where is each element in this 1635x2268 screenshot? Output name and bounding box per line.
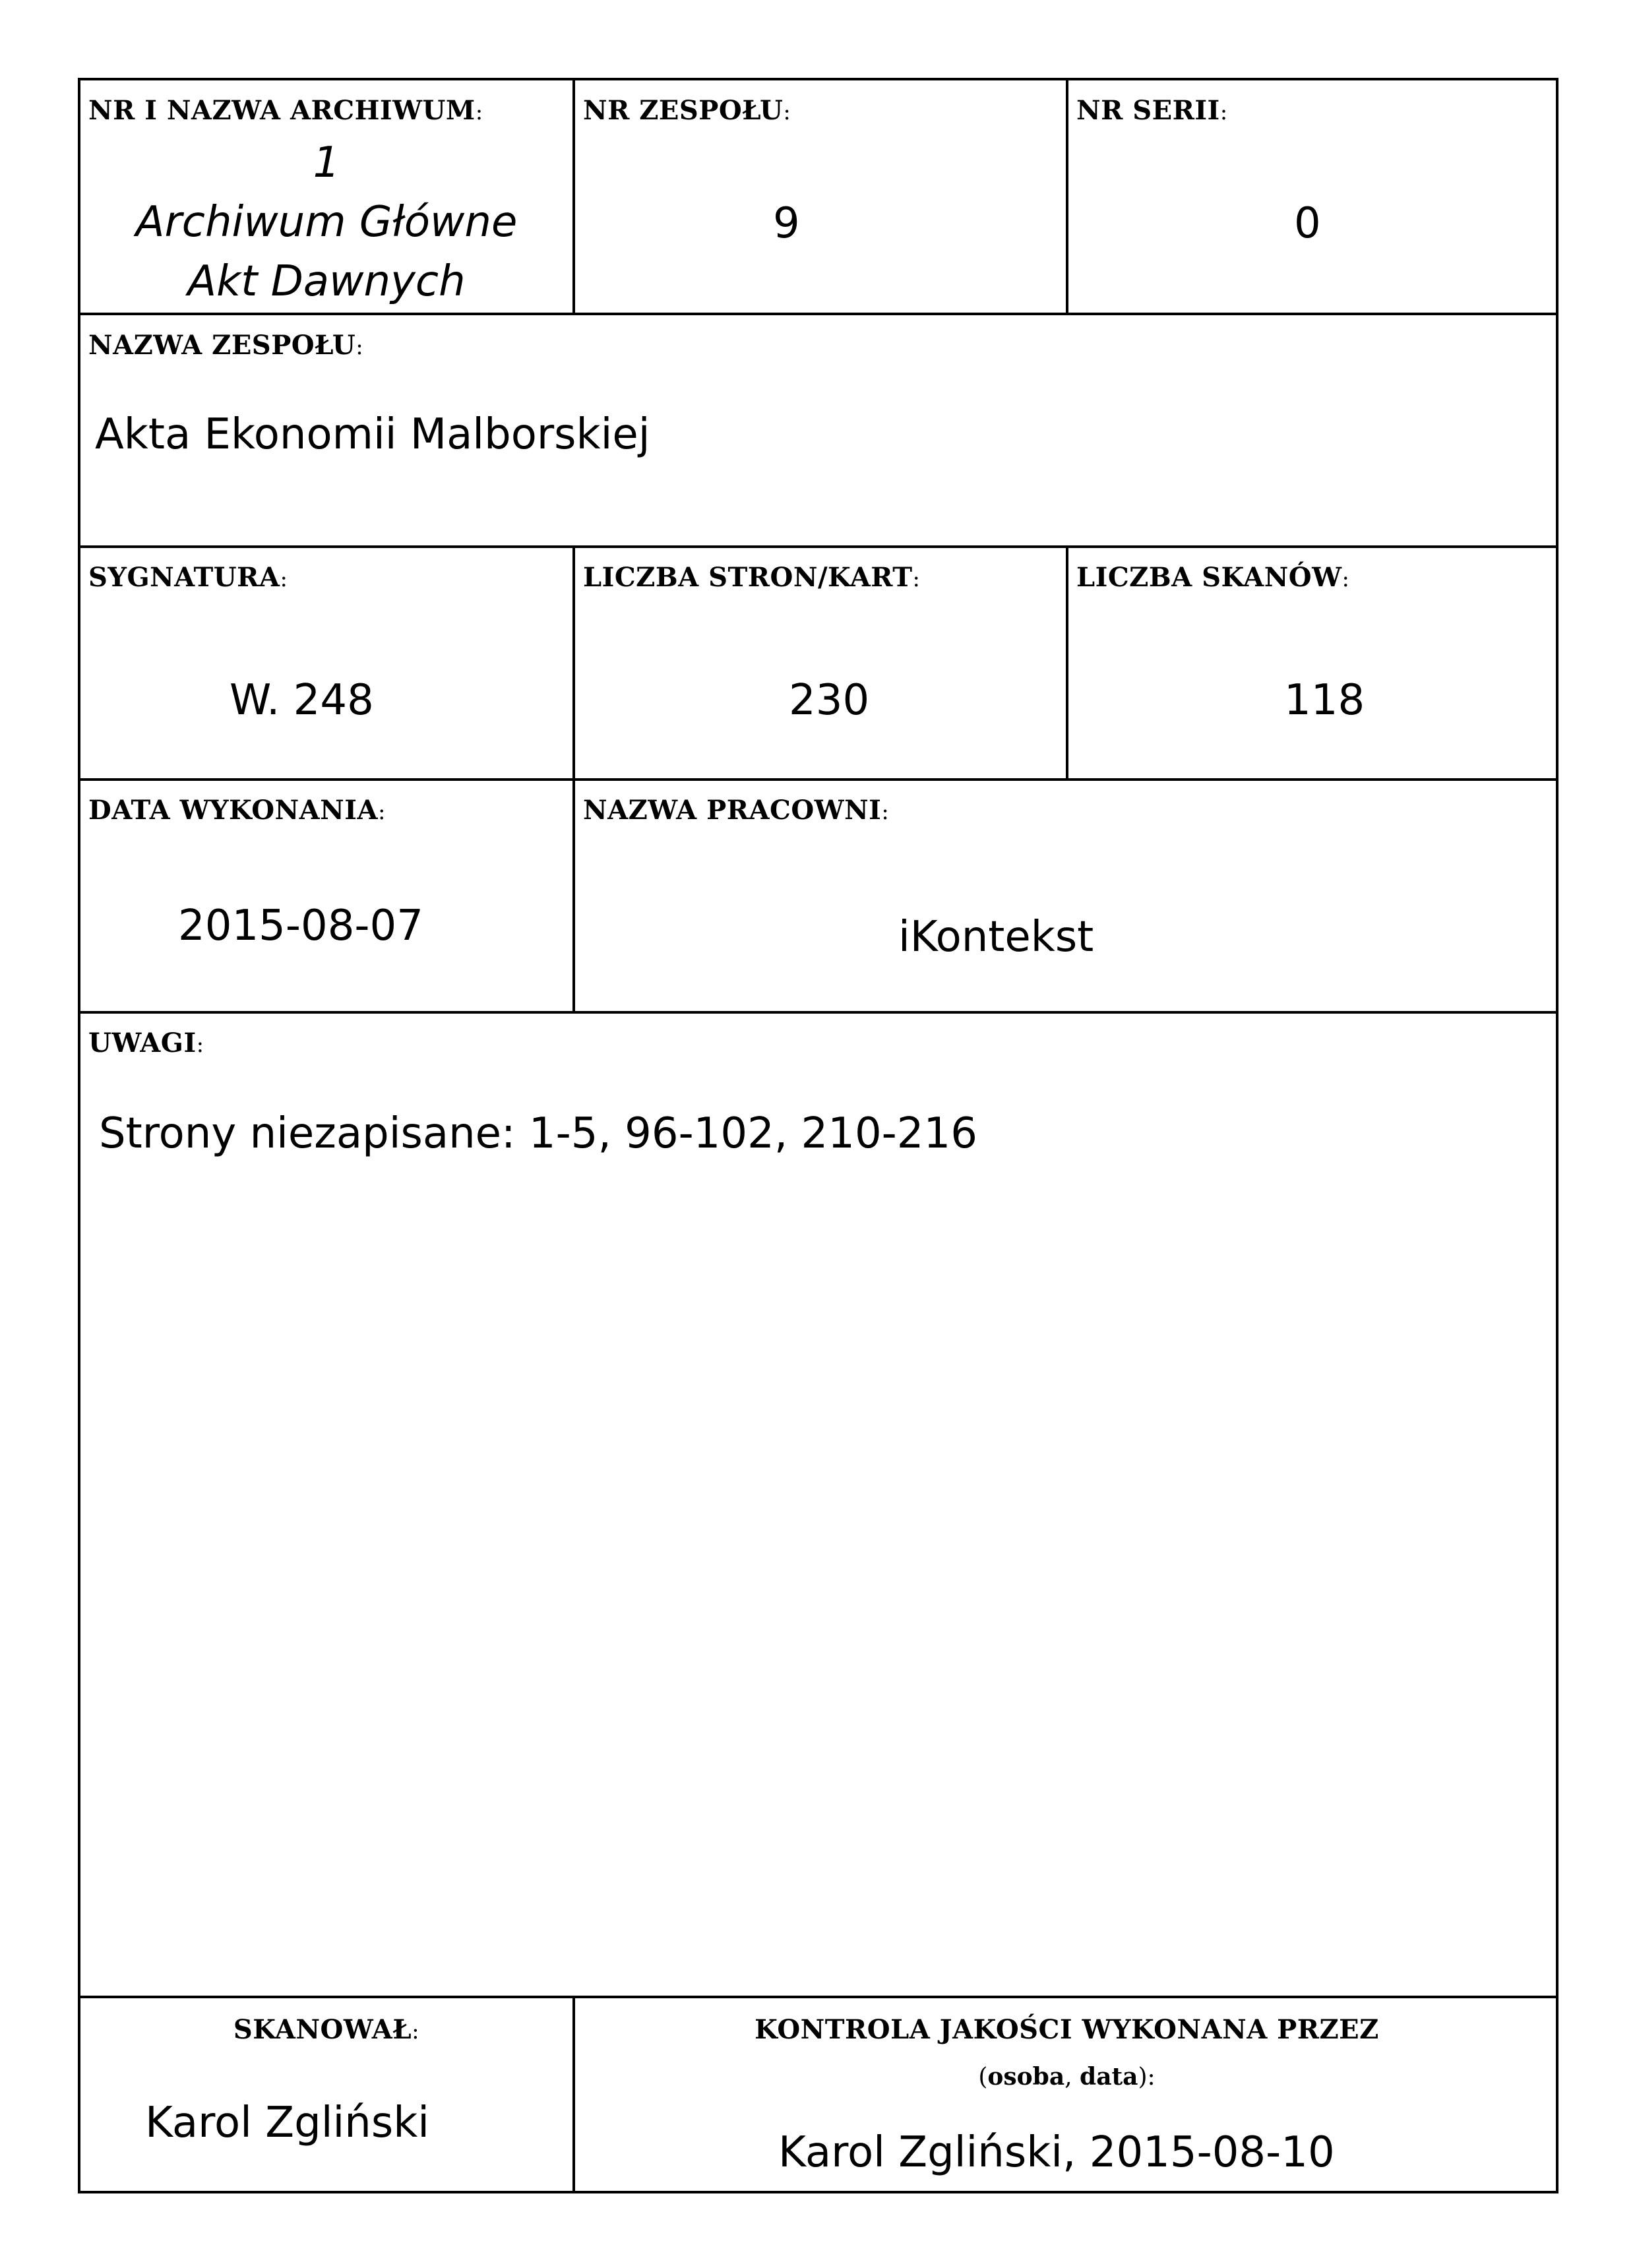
row-divider <box>80 1011 1556 1014</box>
pages-count-label: LICZBA STRON/KART: <box>583 562 921 593</box>
column-divider <box>572 778 575 1011</box>
quality-control-label: KONTROLA JAKOŚCI WYKONANA PRZEZ <box>755 2014 1379 2045</box>
series-number-label: NR SERII: <box>1076 95 1228 126</box>
workshop-name-label: NAZWA PRACOWNI: <box>583 795 890 826</box>
fonds-name-label: NAZWA ZESPOŁU: <box>88 330 364 361</box>
signature-label: SYGNATURA: <box>88 562 288 593</box>
row-divider <box>80 313 1556 315</box>
archive-label: NR I NAZWA ARCHIWUM: <box>88 95 483 126</box>
series-number-value: 0 <box>1294 199 1321 248</box>
column-divider <box>1066 545 1068 778</box>
scans-count-value: 118 <box>1284 676 1365 725</box>
column-divider <box>572 545 575 778</box>
row-divider <box>80 545 1556 548</box>
archive-name-line2: Akt Dawnych <box>187 257 466 306</box>
scans-count-label: LICZBA SKANÓW: <box>1076 562 1350 593</box>
scanned-by-label: SKANOWAŁ: <box>233 2014 420 2045</box>
signature-value: W. 248 <box>230 676 374 725</box>
quality-control-sublabel: (osoba, data): <box>978 2063 1156 2091</box>
archive-number: 1 <box>313 138 340 187</box>
fonds-name-value: Akta Ekonomii Malborskiej <box>95 410 650 459</box>
remarks-label: UWAGI: <box>88 1027 204 1058</box>
column-divider <box>572 80 575 313</box>
fonds-number-value: 9 <box>773 199 800 248</box>
column-divider <box>1066 80 1068 313</box>
execution-date-value: 2015-08-07 <box>178 902 423 950</box>
execution-date-label: DATA WYKONANIA: <box>88 795 386 826</box>
pages-count-value: 230 <box>789 676 870 725</box>
quality-control-value: Karol Zgliński, 2015-08-10 <box>778 2128 1335 2177</box>
fonds-number-label: NR ZESPOŁU: <box>583 95 791 126</box>
workshop-name-value: iKontekst <box>898 913 1094 962</box>
row-divider <box>80 1996 1556 1998</box>
remarks-value: Strony niezapisane: 1-5, 96-102, 210-216 <box>99 1109 977 1158</box>
metadata-form <box>78 78 1558 2193</box>
row-divider <box>80 778 1556 781</box>
archive-name-line1: Archiwum Główne <box>135 198 518 247</box>
scanned-by-value: Karol Zgliński <box>145 2099 430 2147</box>
